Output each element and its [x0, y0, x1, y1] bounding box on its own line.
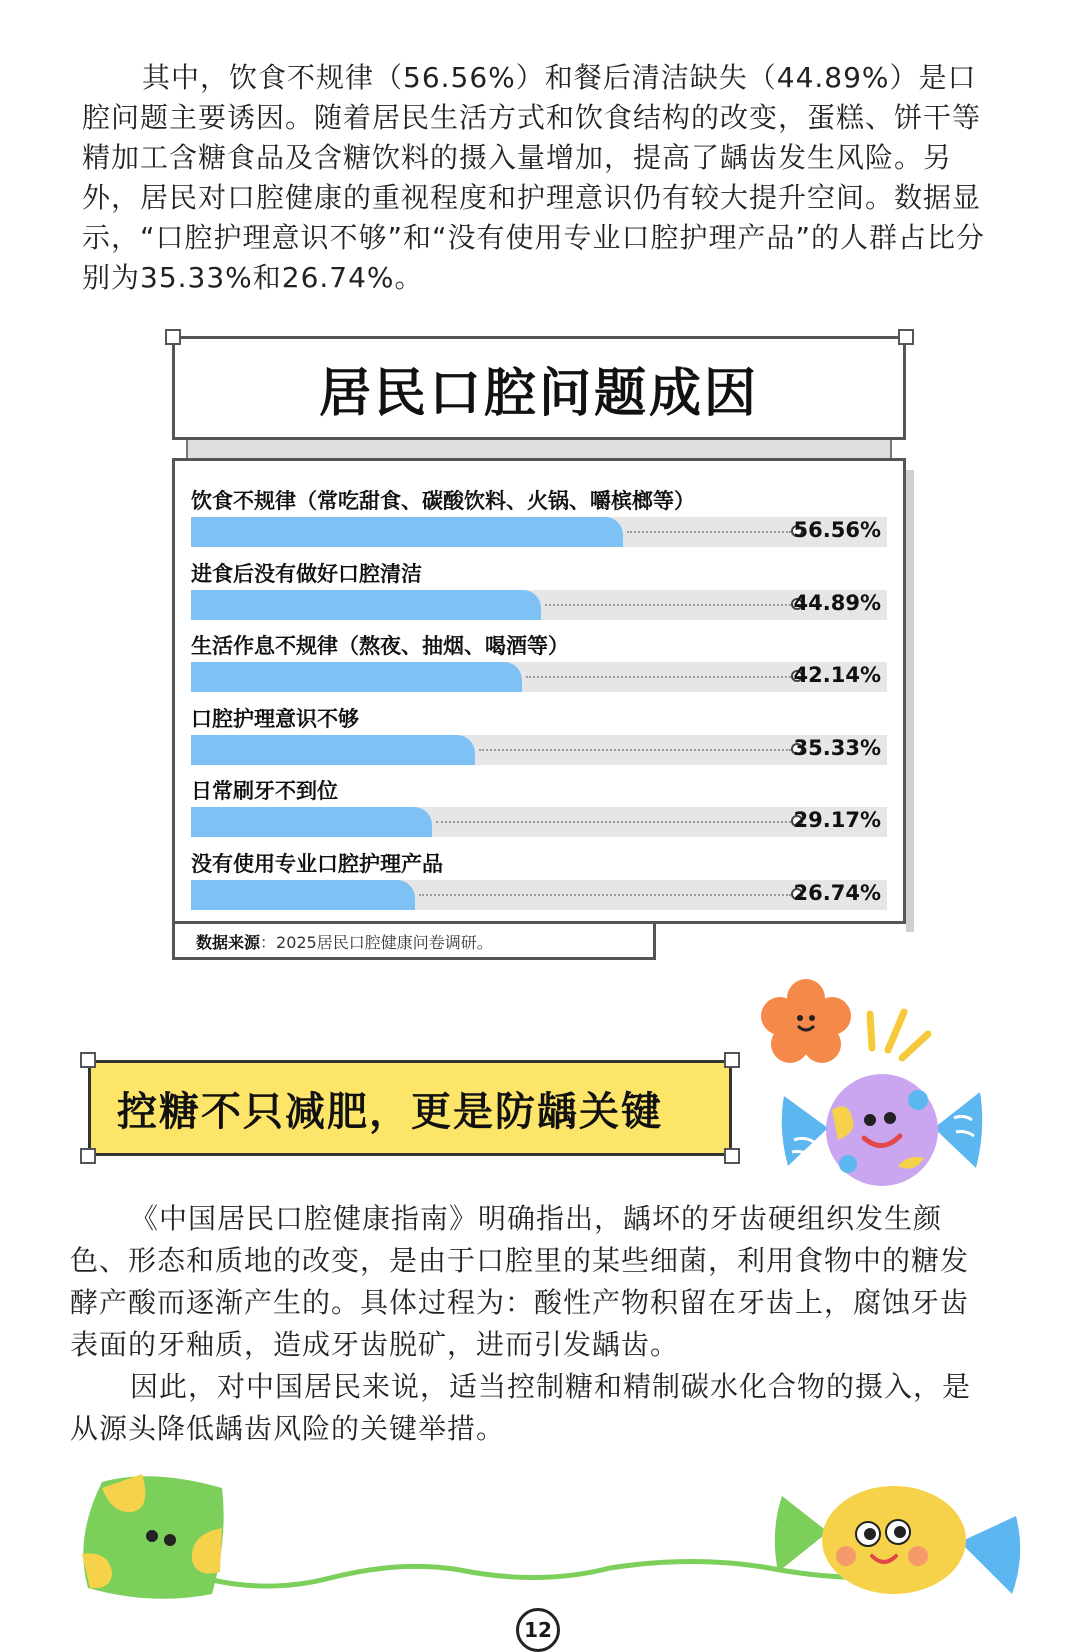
bar-track — [191, 662, 887, 692]
candy-yellow-icon — [768, 1476, 1026, 1606]
corner-handle-2 — [724, 1052, 740, 1068]
bar-label: 没有使用专业口腔护理产品 — [191, 852, 443, 876]
section-heading: 控糖不只减肥，更是防龋关键 — [117, 1088, 663, 1135]
bar-item — [175, 848, 903, 918]
body-paragraph-1-text: 《中国居民口腔健康指南》明确指出，龋坏的牙齿硬组织发生颜色、形态和质地的改变，是由于口腔里的某些细菌，利用食物中的糖发酵产酸而逐渐产生的。具体过程为：酸性产物积留在牙齿上，腐蚀牙齿表面的牙釉质，造成牙齿脱矿，进而引发龋齿。 — [70, 1202, 970, 1361]
candy-purple-icon — [778, 1070, 986, 1190]
body-paragraph-1 — [70, 1198, 990, 1366]
source-text: ：2025居民口腔健康问卷调研。 — [260, 933, 493, 952]
bar-fill — [191, 517, 623, 547]
bar-leader-line — [419, 894, 791, 896]
bar-track — [191, 517, 887, 547]
bar-item — [175, 630, 903, 700]
bar-track — [191, 807, 887, 837]
chart-card — [172, 458, 906, 924]
bar-track — [191, 590, 887, 620]
intro-paragraph — [82, 58, 1002, 298]
bar-leader-line — [526, 676, 791, 678]
card-shadow — [906, 470, 914, 932]
corner-handle-3 — [80, 1148, 96, 1164]
body-paragraph-2 — [70, 1366, 990, 1450]
bar-value-label: 29.17% — [793, 808, 881, 833]
chart-title-box — [172, 336, 906, 440]
data-source — [196, 930, 493, 953]
body-paragraph-2-text: 因此，对中国居民来说，适当控制糖和精制碳水化合物的摄入，是从源头降低龋齿风险的关键举措。 — [70, 1370, 972, 1445]
bar-leader-line — [479, 749, 791, 751]
bar-fill — [191, 662, 522, 692]
bar-item — [175, 703, 903, 773]
flower-icon — [760, 978, 852, 1064]
bar-leader-line — [436, 821, 791, 823]
corner-handle-tl — [165, 329, 181, 345]
bar-fill — [191, 807, 432, 837]
page-number: 12 — [516, 1608, 560, 1652]
bar-track — [191, 735, 887, 765]
kite-green-icon — [72, 1468, 232, 1608]
bar-value-label: 44.89% — [793, 590, 881, 615]
intro-paragraph-text: 其中，饮食不规律（56.56%）和餐后清洁缺失（44.89%）是口腔问题主要诱因。随着居民生活方式和饮食结构的改变，蛋糕、饼干等精加工含糖食品及含糖饮料的摄入量增加，提高了龋齿发生风险。另外，居民对口腔健康的重视程度和护理意识仍有较大提升空间。数据显示，“口腔护理意识不够”和“没有使用专业口腔护理产品”的人群占比分别为35.33%和26.74%。 — [82, 61, 986, 294]
bar-label: 进食后没有做好口腔清洁 — [191, 561, 422, 586]
corner-handle-1 — [80, 1052, 96, 1068]
bar-value-label: 42.14% — [793, 663, 881, 688]
source-label: 数据来源 — [196, 933, 261, 952]
bar-leader-line — [545, 604, 791, 606]
bar-label: 口腔护理意识不够 — [191, 706, 359, 731]
bar-value-label: 35.33% — [793, 735, 881, 760]
bar-fill — [191, 735, 475, 765]
bar-label: 日常刷牙不到位 — [191, 779, 338, 804]
bar-fill — [191, 590, 541, 620]
bar-value-label: 26.74% — [793, 881, 881, 905]
title-shadow — [186, 440, 892, 460]
bar-leader-line — [627, 531, 791, 533]
sparkle-lines-icon — [862, 1008, 936, 1068]
bar-fill — [191, 880, 415, 910]
bar-track — [191, 880, 887, 910]
bar-item — [175, 485, 903, 555]
section-heading-box — [88, 1060, 732, 1156]
bar-label: 生活作息不规律（熬夜、抽烟、喝酒等） — [191, 634, 569, 659]
bar-item — [175, 775, 903, 845]
bar-label: 饮食不规律（常吃甜食、碳酸饮料、火锅、嚼槟榔等） — [191, 489, 695, 513]
corner-handle-tr — [898, 329, 914, 345]
bar-value-label: 56.56% — [793, 518, 881, 542]
bar-item — [175, 558, 903, 628]
corner-handle-4 — [724, 1148, 740, 1164]
chart-title: 居民口腔问题成因 — [318, 363, 759, 424]
